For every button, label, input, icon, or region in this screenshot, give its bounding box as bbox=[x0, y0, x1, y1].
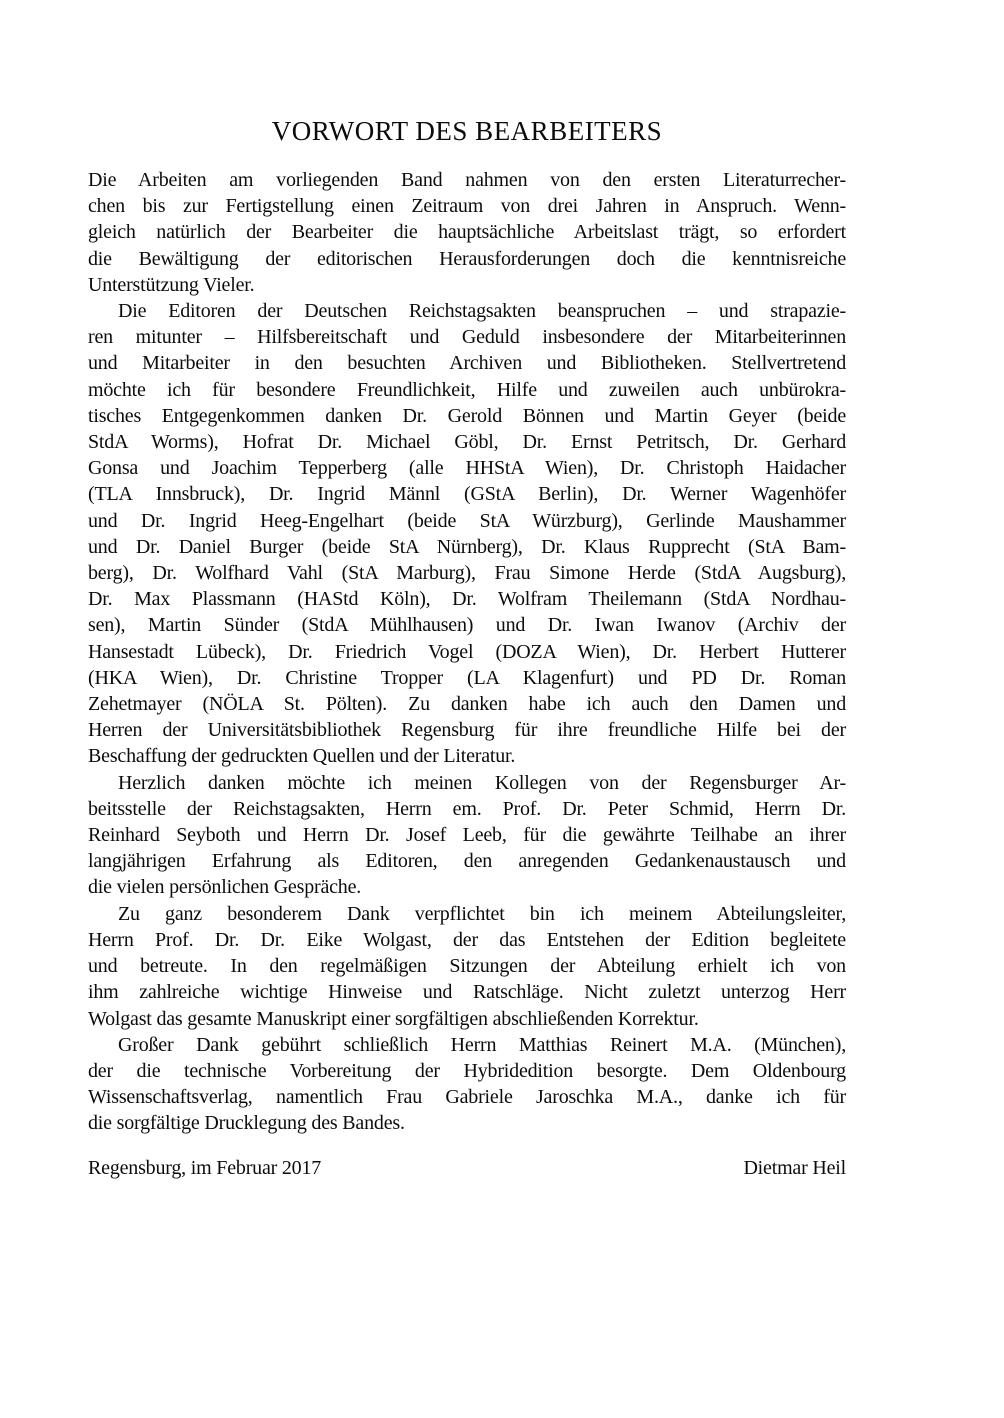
text-line: Wolgast das gesamte Manuskript einer sorgfältigen abschließenden Korrektur. bbox=[88, 1007, 699, 1030]
page-title: VORWORT DES BEARBEITERS bbox=[271, 116, 663, 146]
text-line: Großer Dank gebührt schließlich Herrn Matthias Reinert M.A. (München), bbox=[118, 1033, 846, 1056]
text-line: und betreute. In den regelmäßigen Sitzungen der Abteilung erhielt ich von bbox=[88, 955, 846, 978]
text-line: und Dr. Ingrid Heeg-Engelhart (beide StA Würzburg), Gerlinde Maushammer bbox=[88, 509, 846, 532]
text-line: Zehetmayer (NÖLA St. Pölten). Zu danken habe ich auch den Damen und bbox=[88, 693, 846, 716]
text-line: ren mitunter – Hilfsbereitschaft und Geduld insbesondere der Mitarbeiterinnen bbox=[88, 326, 846, 349]
signature-line bbox=[88, 1155, 846, 1181]
text-line: gleich natürlich der Bearbeiter die hauptsächliche Arbeitslast trägt, so erfordert bbox=[88, 221, 846, 244]
text-line: langjährigen Erfahrung als Editoren, den anregenden Gedankenaustausch und bbox=[88, 850, 846, 873]
page-content bbox=[88, 116, 846, 1181]
text-line: Die Arbeiten am vorliegenden Band nahmen von den ersten Literaturrecher- bbox=[88, 169, 846, 191]
text-line: der die technische Vorbereitung der Hybridedition besorgte. Dem Oldenbourg bbox=[88, 1059, 846, 1082]
text-line: Herzlich danken möchte ich meinen Kollegen von der Regensburger Ar- bbox=[118, 771, 846, 794]
text-line: die sorgfältige Drucklegung des Bandes. bbox=[88, 1112, 405, 1135]
text-line: (TLA Innsbruck), Dr. Ingrid Männl (GStA Berlin), Dr. Werner Wagenhöfer bbox=[88, 483, 846, 506]
text-line: möchte ich für besondere Freundlichkeit, Hilfe und zuweilen auch unbürokra- bbox=[88, 378, 846, 401]
text-line: Gonsa und Joachim Tepperberg (alle HHStA Wien), Dr. Christoph Haidacher bbox=[88, 457, 846, 480]
author-name: Dietmar Heil bbox=[743, 1156, 846, 1179]
text-line: Die Editoren der Deutschen Reichstagsakten beanspruchen – und strapazie- bbox=[118, 300, 846, 323]
text-line: Hansestadt Lübeck), Dr. Friedrich Vogel (DOZA Wien), Dr. Herbert Hutterer bbox=[88, 640, 846, 663]
paragraph bbox=[88, 298, 846, 770]
paragraph bbox=[88, 1032, 846, 1137]
text-line: Dr. Max Plassmann (HAStd Köln), Dr. Wolfram Theilemann (StdA Nordhau- bbox=[88, 588, 846, 611]
text-line: Herrn Prof. Dr. Dr. Eike Wolgast, der das Entstehen der Edition begleitete bbox=[88, 928, 846, 951]
paragraph bbox=[88, 770, 846, 901]
paragraph bbox=[88, 901, 846, 1032]
text-line: und Mitarbeiter in den besuchten Archiven und Bibliotheken. Stellvertretend bbox=[88, 352, 846, 375]
text-line: ihm zahlreiche wichtige Hinweise und Ratschläge. Nicht zuletzt unterzog Herr bbox=[88, 981, 846, 1004]
place-date: Regensburg, im Februar 2017 bbox=[88, 1156, 322, 1179]
text-line: (HKA Wien), Dr. Christine Tropper (LA Klagenfurt) und PD Dr. Roman bbox=[88, 666, 846, 689]
text-line: Herren der Universitätsbibliothek Regensburg für ihre freundliche Hilfe bei der bbox=[88, 719, 846, 742]
text-line: Beschaffung der gedruckten Quellen und der Literatur. bbox=[88, 745, 516, 768]
text-line: chen bis zur Fertigstellung einen Zeitraum von drei Jahren in Anspruch. Wenn- bbox=[88, 195, 846, 218]
text-line: beitsstelle der Reichstagsakten, Herrn em. Prof. Dr. Peter Schmid, Herrn Dr. bbox=[88, 797, 846, 820]
text-line: Wissenschaftsverlag, namentlich Frau Gabriele Jaroschka M.A., danke ich für bbox=[88, 1086, 846, 1109]
text-line: StdA Worms), Hofrat Dr. Michael Göbl, Dr. Ernst Petritsch, Dr. Gerhard bbox=[88, 431, 846, 454]
text-line: sen), Martin Sünder (StdA Mühlhausen) und Dr. Iwan Iwanov (Archiv der bbox=[88, 614, 846, 637]
text-line: Reinhard Seyboth und Herrn Dr. Josef Leeb, für die gewährte Teilhabe an ihrer bbox=[88, 824, 846, 847]
text-line: berg), Dr. Wolfhard Vahl (StA Marburg), Frau Simone Herde (StdA Augsburg), bbox=[88, 562, 846, 585]
text-line: und Dr. Daniel Burger (beide StA Nürnberg), Dr. Klaus Rupprecht (StA Bam- bbox=[88, 535, 846, 558]
text-line: tisches Entgegenkommen danken Dr. Gerold Bönnen und Martin Geyer (beide bbox=[88, 404, 846, 427]
body-text bbox=[88, 167, 846, 1137]
paragraph bbox=[88, 167, 846, 298]
text-line: die Bewältigung der editorischen Herausforderungen doch die kenntnisreiche bbox=[88, 247, 846, 270]
text-line: Zu ganz besonderem Dank verpflichtet bin ich meinem Abteilungsleiter, bbox=[118, 902, 846, 925]
text-line: die vielen persönlichen Gespräche. bbox=[88, 876, 362, 899]
text-line: Unterstützung Vieler. bbox=[88, 273, 255, 296]
